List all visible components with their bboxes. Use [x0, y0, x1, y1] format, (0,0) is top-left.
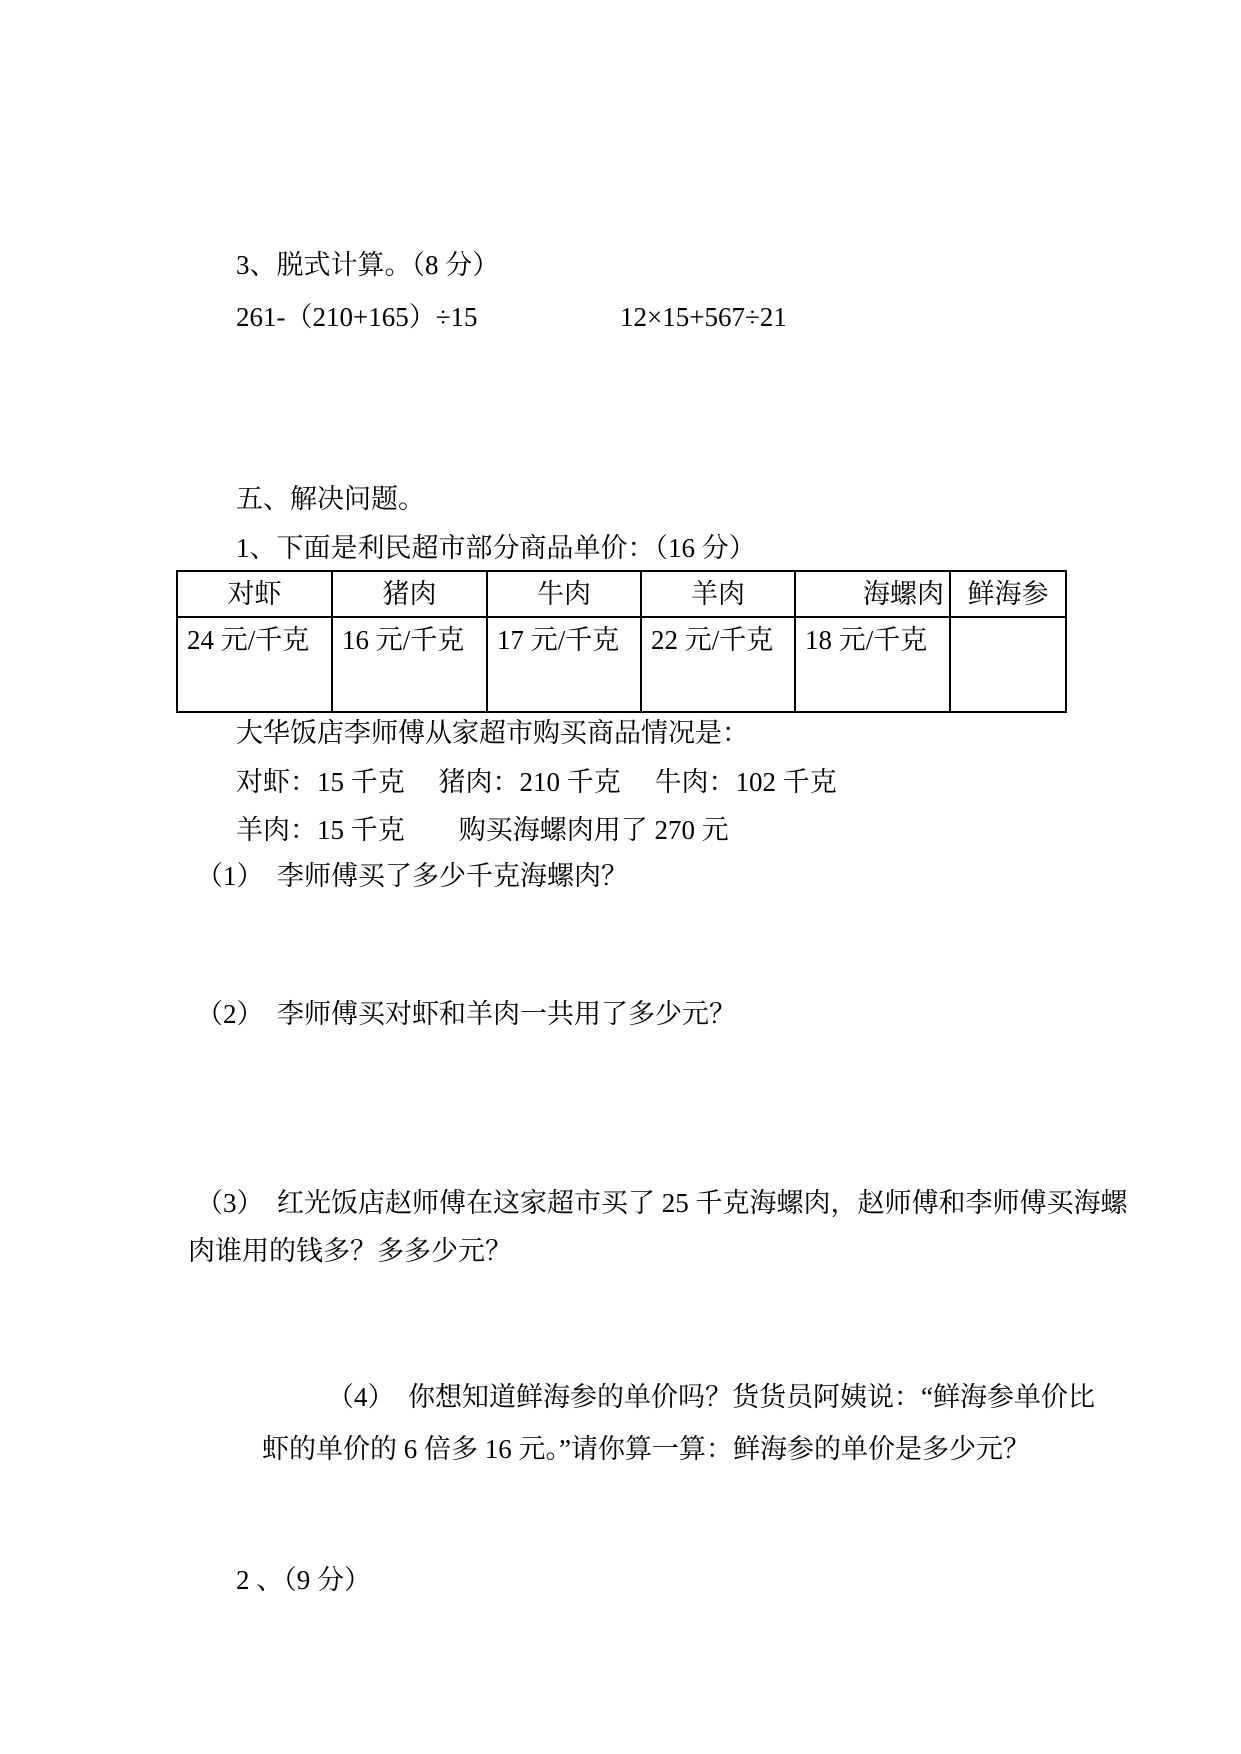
price-table-header-cell: 牛肉 [487, 571, 641, 617]
price-table-value-cell [950, 617, 1066, 712]
price-table-value-cell: 16 元/千克 [332, 617, 487, 712]
price-table [176, 570, 1067, 713]
calc-expression-left: 261-（210+165）÷15 [236, 302, 478, 332]
calc-section-title: 3、脱式计算。（8 分） [236, 250, 500, 280]
price-table-value-cell: 22 元/千克 [641, 617, 795, 712]
question3-number: （3） [196, 1188, 264, 1218]
question1-number: （1） [196, 861, 264, 891]
price-table-header-cell: 猪肉 [332, 571, 487, 617]
question3-text-line1: 红光饭店赵师傅在这家超市买了 25 千克海螺肉，赵师傅和李师傅买海螺 [277, 1188, 1128, 1218]
question4-text-line1: 你想知道鲜海参的单价吗？货货员阿姨说：“鲜海参单价比 [408, 1382, 1095, 1412]
price-table-value-cell: 17 元/千克 [487, 617, 641, 712]
price-table-header-cell: 海螺肉 [795, 571, 950, 617]
calc-expression-right: 12×15+567÷21 [620, 302, 787, 332]
question4-text-line2: 虾的单价的 6 倍多 16 元。”请你算一算：鲜海参的单价是多少元？ [262, 1434, 1030, 1464]
price-table-value-row [177, 617, 1066, 712]
section-five-title: 五、解决问题。 [236, 484, 425, 514]
purchase-line2: 羊肉：15 千克 购买海螺肉用了 270 元 [236, 815, 729, 845]
question1-text: 李师傅买了多少千克海螺肉？ [277, 861, 628, 891]
problem2-title: 2 、（9 分） [236, 1565, 371, 1595]
question3-text-line2: 肉谁用的钱多？多多少元？ [188, 1236, 512, 1266]
purchase-line1: 对虾：15 千克 猪肉：210 千克 牛肉：102 千克 [236, 767, 837, 797]
price-table-header-cell: 羊肉 [641, 571, 795, 617]
question2-text: 李师傅买对虾和羊肉一共用了多少元？ [277, 999, 736, 1029]
problem1-title: 1、下面是利民超市部分商品单价：（16 分） [236, 533, 756, 563]
price-table-value-cell: 18 元/千克 [795, 617, 950, 712]
question2-number: （2） [196, 999, 264, 1029]
price-table-header-cell: 鲜海参 [950, 571, 1066, 617]
price-table-header-row [177, 571, 1066, 617]
question4-number: （4） [327, 1382, 395, 1412]
price-table-header-cell: 对虾 [177, 571, 332, 617]
purchase-intro: 大华饭店李师傅从家超市购买商品情况是： [236, 718, 749, 748]
price-table-value-cell: 24 元/千克 [177, 617, 332, 712]
